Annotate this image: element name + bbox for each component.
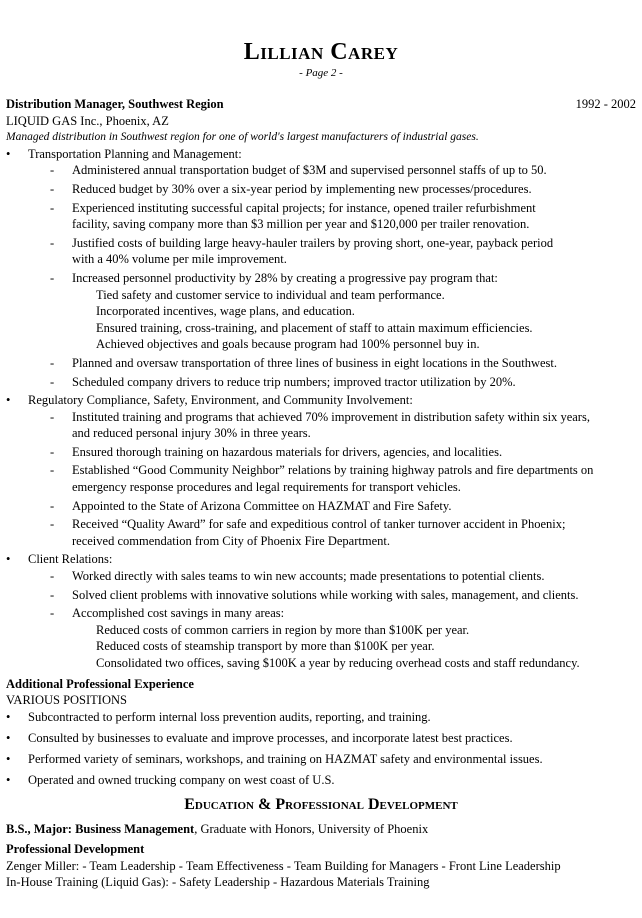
responsibility-text: Received “Quality Award” for safe and expeditious control of tanker turnover accident in Phoenix;: [72, 517, 566, 532]
responsibility-item: [6, 587, 636, 604]
degree-line: [6, 821, 636, 838]
dash-icon: -: [50, 200, 55, 215]
dash-icon: -: [50, 444, 55, 459]
responsibility-text: Planned and oversaw transportation of three lines of business in eight locations in the Southwest.: [72, 355, 557, 370]
group-heading-text: Client Relations:: [28, 552, 113, 567]
responsibility-group-heading: [6, 392, 636, 409]
job-years: 1992 - 2002: [575, 97, 636, 111]
additional-experience-item: [6, 730, 636, 747]
responsibility-item: [6, 479, 636, 496]
responsibility-text: Accomplished cost savings in many areas:: [72, 606, 285, 621]
responsibility-text: with a 40% volume per mile improvement.: [72, 252, 287, 267]
dash-icon: -: [50, 498, 55, 513]
additional-experience-text: Operated and owned trucking company on west coast of U.S.: [28, 773, 335, 788]
professional-development-list: [6, 858, 636, 891]
responsibility-group-heading: [6, 551, 636, 568]
bullet-icon: •: [6, 146, 11, 161]
responsibility-item: [6, 498, 636, 515]
resume-body: [6, 96, 636, 891]
responsibility-subitem: Consolidated two offices, saving $100K a year by reducing overhead costs and staff redundancy.: [96, 656, 580, 670]
responsibility-item: [6, 533, 636, 550]
responsibility-text: Administered annual transportation budget of $3M and supervised personnel staffs of up to 50.: [72, 163, 547, 178]
responsibility-text: facility, saving company more than $3 million per year and $120,000 per trailer renovation.: [72, 217, 530, 232]
dash-icon: -: [50, 163, 55, 178]
dash-icon: -: [50, 181, 55, 196]
bullet-icon: •: [6, 730, 11, 745]
responsibility-item: [6, 374, 636, 391]
professional-development-title: Professional Development: [6, 842, 145, 857]
responsibility-item: [6, 568, 636, 585]
responsibility-item: [6, 235, 636, 252]
additional-experience-item: [6, 751, 636, 768]
professional-development-line: Zenger Miller: - Team Leadership - Team Effectiveness - Team Building for Managers - Front Line Leadership: [6, 858, 561, 873]
responsibility-text: Increased personnel productivity by 28% by creating a progressive pay program that:: [72, 270, 498, 285]
job-responsibilities: [6, 146, 636, 674]
responsibility-subitem: Incorporated incentives, wage plans, and education.: [96, 304, 355, 319]
dash-icon: -: [50, 606, 55, 621]
responsibility-text: Worked directly with sales teams to win new accounts; made presentations to potential clients.: [72, 569, 545, 584]
dash-icon: -: [50, 235, 55, 250]
dash-icon: -: [50, 270, 55, 285]
job-title: Distribution Manager, Southwest Region: [6, 97, 224, 111]
responsibility-text: Established “Good Community Neighbor” relations by training highway patrols and fire departments on: [72, 463, 594, 478]
responsibility-text: received commendation from City of Phoenix Fire Department.: [72, 533, 390, 548]
responsibility-item: [6, 200, 636, 217]
additional-experience-text: Subcontracted to perform internal loss prevention audits, reporting, and training.: [28, 709, 431, 724]
responsibility-item: [6, 516, 636, 533]
dash-icon: -: [50, 355, 55, 370]
professional-development-line: In-House Training (Liquid Gas): - Safety Leadership - Hazardous Materials Training: [6, 875, 430, 890]
responsibility-text: Solved client problems with innovative solutions while working with sales, management, and clients.: [72, 587, 579, 602]
responsibility-text: emergency response procedures and legal requirements for transport vehicles.: [72, 480, 461, 495]
responsibility-subitem: Reduced costs of steamship transport by more than $100K per year.: [96, 639, 435, 654]
responsibility-group-heading: [6, 146, 636, 163]
additional-experience-item: [6, 772, 636, 789]
additional-experience-item: [6, 709, 636, 726]
education-section-title: Education & Professional Development: [184, 795, 458, 813]
bullet-icon: •: [6, 552, 11, 567]
group-heading-text: Transportation Planning and Management:: [28, 146, 242, 161]
responsibility-item: [6, 409, 636, 426]
responsibility-item: [6, 355, 636, 372]
dash-icon: -: [50, 409, 55, 424]
dash-icon: -: [50, 569, 55, 584]
responsibility-text: Reduced budget by 30% over a six-year period by implementing new processes/procedures.: [72, 181, 532, 196]
additional-experience-text: Consulted by businesses to evaluate and improve processes, and incorporate latest best practices.: [28, 730, 513, 745]
responsibility-subitem: Reduced costs of common carriers in region by more than $100K per year.: [96, 622, 470, 637]
job-summary: Managed distribution in Southwest region for one of world's largest manufacturers of industrial gases.: [6, 131, 479, 144]
additional-experience-text: Performed variety of seminars, workshops, and training on HAZMAT safety and environmental issues.: [28, 751, 543, 766]
bullet-icon: •: [6, 773, 11, 788]
responsibility-item: [6, 216, 636, 233]
responsibility-subitem: Ensured training, cross-training, and placement of staff to attain maximum efficiencies.: [96, 320, 533, 335]
dash-icon: -: [50, 587, 55, 602]
bullet-icon: •: [6, 393, 11, 408]
responsibility-subitem: Achieved objectives and goals because program had 100% personnel buy in.: [96, 337, 480, 352]
additional-experience-title: Additional Professional Experience: [6, 676, 194, 691]
degree-details: , Graduate with Honors, University of Phoenix: [194, 821, 429, 836]
responsibility-item: [6, 181, 636, 198]
degree-major: B.S., Major: Business Management: [6, 821, 195, 836]
responsibility-item: [6, 425, 636, 442]
responsibility-text: Scheduled company drivers to reduce trip numbers; improved tractor utilization by 20%.: [72, 374, 516, 389]
additional-experience-subtitle: VARIOUS POSITIONS: [6, 693, 127, 708]
responsibility-item: [6, 444, 636, 461]
resume-header: [0, 38, 642, 80]
page-number: - Page 2 -: [299, 67, 343, 79]
responsibility-text: Justified costs of building large heavy-hauler trailers by proving short, one-year, payback period: [72, 235, 554, 250]
responsibility-subitem: Tied safety and customer service to individual and team performance.: [96, 287, 445, 302]
responsibility-text: Instituted training and programs that achieved 70% improvement in distribution safety within six years,: [72, 409, 590, 424]
candidate-name: Lillian Carey: [243, 39, 399, 65]
dash-icon: -: [50, 517, 55, 532]
responsibility-text: Experienced instituting successful capital projects; for instance, opened trailer refurbishment: [72, 200, 536, 215]
responsibility-text: Appointed to the State of Arizona Committee on HAZMAT and Fire Safety.: [72, 498, 452, 513]
bullet-icon: •: [6, 709, 11, 724]
group-heading-text: Regulatory Compliance, Safety, Environment, and Community Involvement:: [28, 393, 413, 408]
dash-icon: -: [50, 463, 55, 478]
job-company: LIQUID GAS Inc., Phoenix, AZ: [6, 113, 169, 128]
responsibility-item: [6, 270, 636, 287]
bullet-icon: •: [6, 751, 11, 766]
responsibility-text: Ensured thorough training on hazardous materials for drivers, agencies, and localities.: [72, 444, 503, 459]
additional-experience-list: [6, 709, 636, 789]
responsibility-item: [6, 462, 636, 479]
responsibility-item: [6, 605, 636, 622]
responsibility-item: [6, 251, 636, 268]
responsibility-item: [6, 162, 636, 179]
responsibility-text: and reduced personal injury 30% in three years.: [72, 426, 311, 441]
dash-icon: -: [50, 374, 55, 389]
job-header: [6, 96, 636, 113]
